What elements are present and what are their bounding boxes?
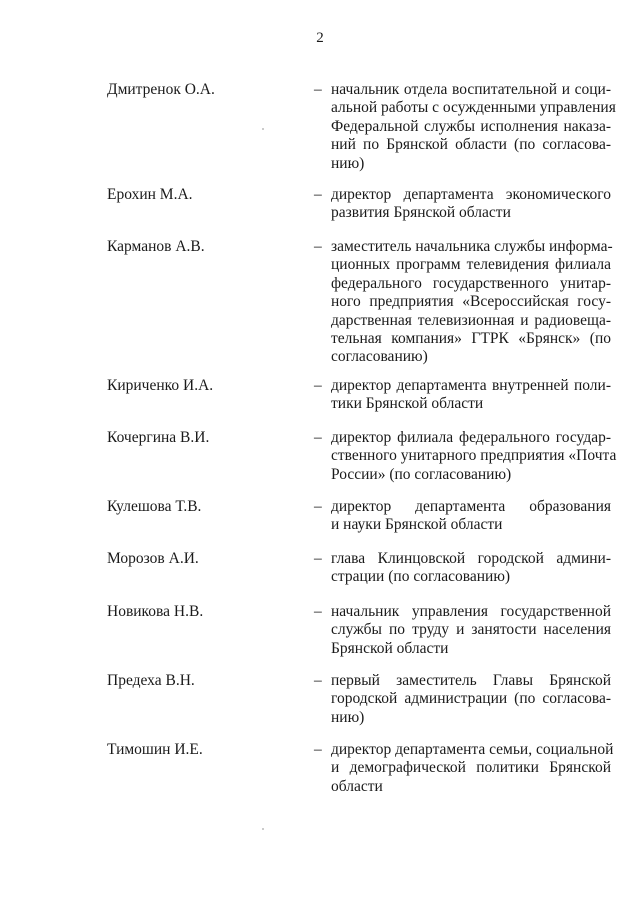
separator-dash: – (314, 186, 322, 203)
member-name: Новикова Н.В. (107, 603, 204, 620)
member-role-line: альной работы с осужденными управления (331, 99, 616, 117)
member-role-line: городской администрации (по согласова- (331, 690, 611, 708)
member-role-line: тельная компания» ГТРК «Брянск» (по (331, 330, 611, 348)
page-number: 2 (316, 30, 324, 46)
member-role-line: и демографической политики Брянской (331, 759, 611, 777)
member-role (331, 429, 617, 484)
scan-speck (262, 128, 264, 130)
scan-speck (262, 828, 264, 830)
member-role-line: директор департамента экономического (331, 186, 611, 203)
member-name: Карманов А.В. (107, 238, 205, 255)
member-name: Морозов А.И. (107, 550, 199, 567)
member-role-line: дарственная телевизионная и радиовеща- (331, 311, 611, 329)
member-role-line: согласованию) (331, 348, 428, 366)
member-role (331, 550, 611, 587)
member-role (331, 498, 611, 535)
member-role-line: начальник управления государственной (331, 603, 611, 620)
member-name: Предеха В.Н. (107, 672, 195, 689)
member-role-line: службы по труду и занятости населения (331, 621, 611, 639)
separator-dash: – (314, 741, 322, 758)
member-role-line: Федеральной службы исполнения наказа- (331, 117, 611, 135)
member-role-line: глава Клинцовской городской админи- (331, 550, 611, 567)
separator-dash: – (314, 550, 322, 567)
separator-dash: – (314, 498, 322, 515)
member-name: Тимошин И.Е. (107, 741, 203, 758)
separator-dash: – (314, 603, 322, 620)
member-role (331, 741, 614, 796)
member-role-line: развития Брянской области (331, 204, 511, 222)
member-role (331, 81, 616, 173)
member-role (331, 186, 611, 223)
member-role-line: ственного унитарного предприятия «Почта (331, 447, 617, 465)
member-role-line: страции (по согласованию) (331, 568, 511, 586)
member-role-line: ционных программ телевидения филиала (331, 256, 611, 274)
member-role-line: директор департамента образования (331, 498, 611, 515)
member-role-line: директор департамента семьи, социальной (331, 741, 614, 758)
member-role (331, 603, 611, 658)
member-role-line: Брянской области (331, 639, 449, 657)
member-role-line: ного предприятия «Всероссийская госу- (331, 293, 611, 311)
member-role-line: заместитель начальника службы информа- (331, 238, 613, 255)
member-name: Кулешова Т.В. (107, 498, 202, 515)
separator-dash: – (314, 81, 322, 98)
member-role-line: тики Брянской области (331, 395, 484, 413)
member-role-line: ний по Брянской области (по согласова- (331, 136, 611, 154)
member-role-line: России» (по согласованию) (331, 465, 512, 483)
member-role-line: области (331, 777, 383, 795)
member-role (331, 672, 611, 727)
separator-dash: – (314, 377, 322, 394)
member-role-line: первый заместитель Главы Брянской (331, 672, 611, 689)
separator-dash: – (314, 672, 322, 689)
member-role-line: нию) (331, 708, 365, 726)
separator-dash: – (314, 238, 322, 255)
member-role-line: и науки Брянской области (331, 516, 503, 534)
member-name: Кочергина В.И. (107, 429, 210, 446)
member-name: Дмитренок О.А. (107, 81, 215, 98)
member-role (331, 238, 611, 367)
member-role-line: нию) (331, 154, 365, 172)
member-role-line: федерального государственного унитар- (331, 274, 611, 292)
member-name: Кириченко И.А. (107, 377, 214, 394)
separator-dash: – (314, 429, 322, 446)
member-role (331, 377, 611, 414)
member-name: Ерохин М.А. (107, 186, 193, 203)
member-role-line: начальник отдела воспитательной и соци- (331, 81, 611, 98)
member-role-line: директор филиала федерального государ- (331, 429, 611, 446)
member-role-line: директор департамента внутренней поли- (331, 377, 611, 394)
